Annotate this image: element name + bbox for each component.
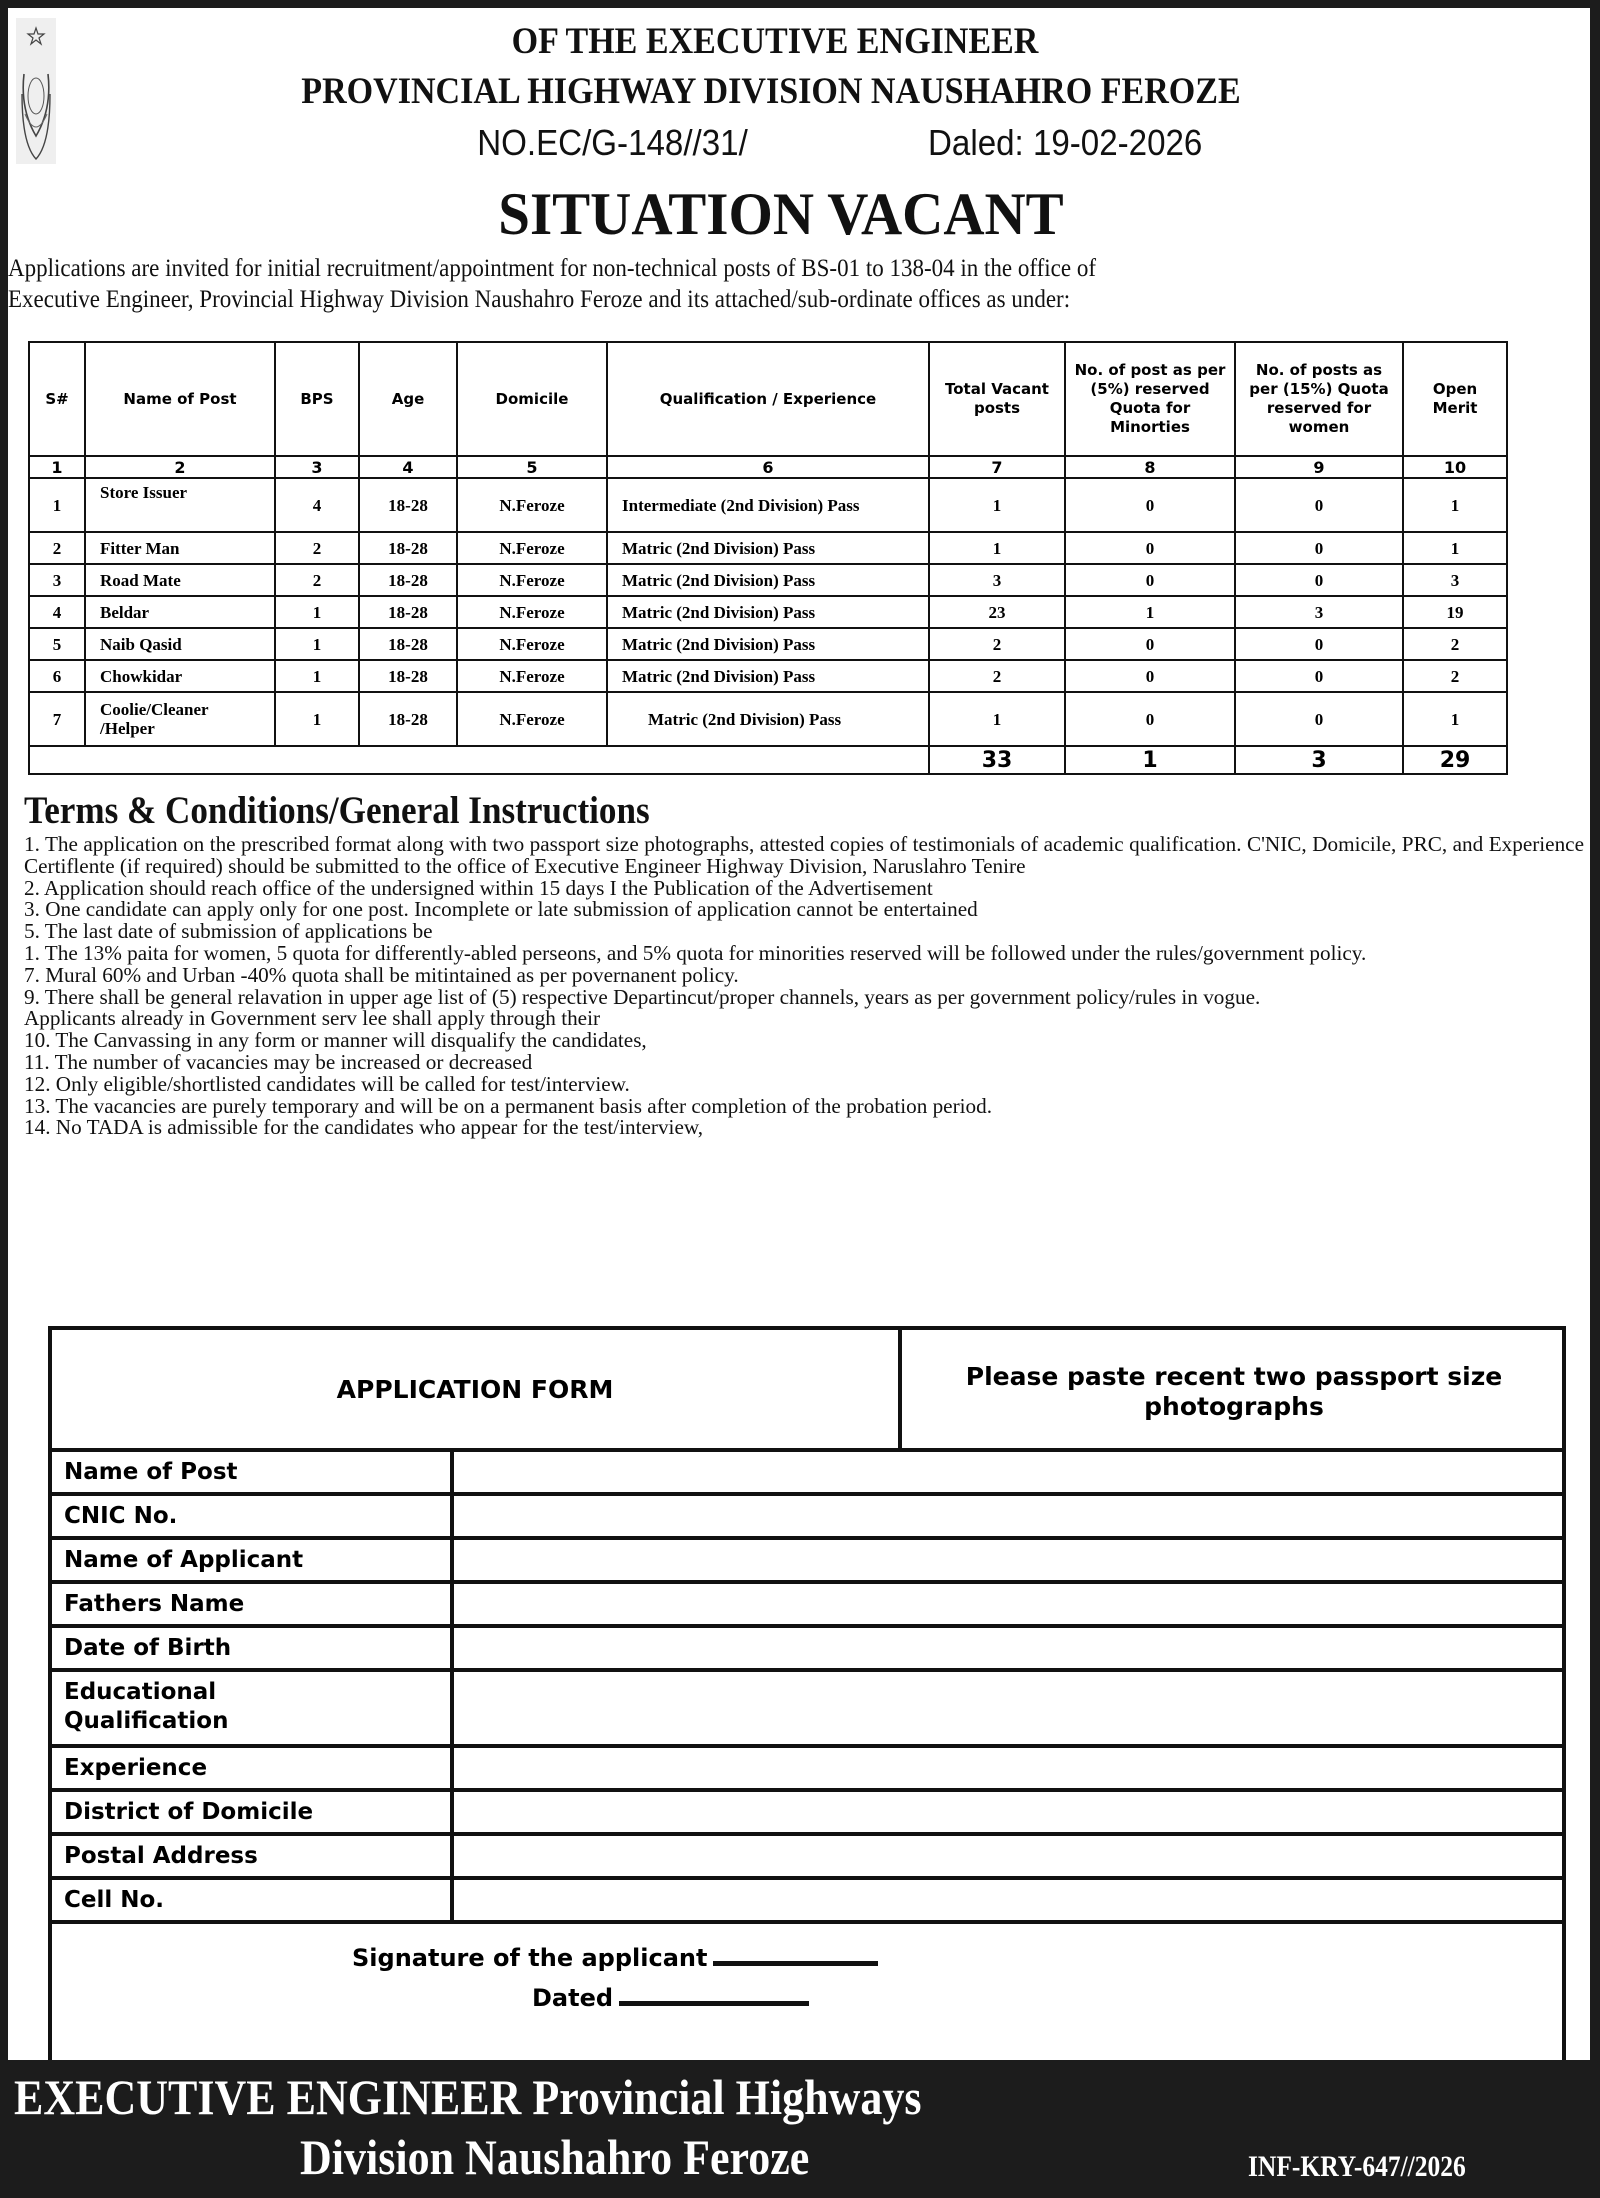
footer-division: Division Naushahro Feroze: [300, 2129, 810, 2185]
column-number: 7: [929, 456, 1065, 478]
field-label: Name of Applicant: [52, 1540, 454, 1580]
cell-women: 0: [1235, 532, 1403, 564]
cell-sn: 5: [29, 628, 85, 660]
cell-domicile: N.Feroze: [457, 564, 607, 596]
total-minorities: 1: [1065, 746, 1235, 774]
table-row: [29, 478, 1507, 532]
dated-line[interactable]: [532, 1984, 809, 2012]
form-header: [52, 1330, 1562, 1452]
terms-list: [24, 834, 1584, 1139]
cell-sn: 6: [29, 660, 85, 692]
column-number: 10: [1403, 456, 1507, 478]
cell-sn: 7: [29, 692, 85, 746]
cell-bps: 1: [275, 596, 359, 628]
page-title: SITUATION VACANT: [498, 181, 1064, 247]
column-number: 2: [85, 456, 275, 478]
cell-open-merit: 2: [1403, 628, 1507, 660]
signature-label: Signature of the applicant: [352, 1944, 708, 1972]
terms-item: 9. There shall be general relavation in upper age list of (5) respective Departincut/proper channels, years as per government policy/rules in vogue.: [24, 984, 1261, 1009]
advertisement-page: [8, 8, 1590, 2060]
cell-domicile: N.Feroze: [457, 660, 607, 692]
terms-item: 10. The Canvassing in any form or manner will disqualify the candidates,: [24, 1028, 647, 1053]
form-row-date-of-birth: [52, 1628, 1562, 1672]
cell-open-merit: 2: [1403, 660, 1507, 692]
cell-bps: 2: [275, 532, 359, 564]
cell-women: 0: [1235, 478, 1403, 532]
column-number: 4: [359, 456, 457, 478]
cell-no-field[interactable]: [458, 1880, 1562, 1920]
education-field[interactable]: [458, 1672, 1562, 1744]
column-header: Domicile: [457, 342, 607, 456]
cell-minorities: 0: [1065, 532, 1235, 564]
total-open-merit: 29: [1403, 746, 1507, 774]
header-office-line: OF THE EXECUTIVE ENGINEER: [511, 21, 1039, 62]
intro-line: Executive Engineer, Provincial Highway Division Naushahro Feroze and its attached/sub-ordinate offices as under:: [8, 286, 1071, 313]
cell-age: 18-28: [359, 564, 457, 596]
cell-qualification: Matric (2nd Division) Pass: [607, 692, 929, 746]
cell-age: 18-28: [359, 660, 457, 692]
cell-post: Naib Qasid: [85, 628, 275, 660]
terms-item: 11. The number of vacancies may be increased or decreased: [24, 1049, 533, 1074]
terms-item: 14. No TADA is admissible for the candidates who appear for the test/interview,: [24, 1115, 704, 1140]
header-division-line: PROVINCIAL HIGHWAY DIVISION NAUSHAHRO FEROZE: [301, 71, 1241, 112]
terms-item: 5. The last date of submission of applications be: [24, 919, 433, 944]
column-number: 5: [457, 456, 607, 478]
cell-open-merit: 1: [1403, 478, 1507, 532]
district-of-domicile-field[interactable]: [458, 1792, 1562, 1832]
cell-bps: 1: [275, 660, 359, 692]
cell-minorities: 0: [1065, 660, 1235, 692]
form-row-cnic: [52, 1496, 1562, 1540]
cell-total: 3: [929, 564, 1065, 596]
cell-bps: 4: [275, 478, 359, 532]
terms-item: 7. Mural 60% and Urban -40% quota shall be mitintained as per povernanent policy.: [24, 962, 739, 987]
cell-post: Coolie/Cleaner /Helper: [85, 692, 275, 746]
table-row: [29, 564, 1507, 596]
field-label: CNIC No.: [52, 1496, 454, 1536]
field-label: District of Domicile: [52, 1792, 454, 1832]
cell-total: 1: [929, 692, 1065, 746]
field-label: Experience: [52, 1748, 454, 1788]
terms-item: 2. Application should reach office of the undersigned within 15 days I the Publication of the Advertisement: [24, 875, 933, 900]
cell-post: Store Issuer: [85, 478, 275, 532]
totals-blank: [29, 746, 929, 774]
form-row: [52, 1748, 1562, 1792]
reference-date: Daled: 19-02-2026: [928, 122, 1203, 163]
terms-heading: Terms & Conditions/General Instructions: [24, 789, 650, 832]
form-row: [52, 1880, 1562, 1924]
cell-open-merit: 3: [1403, 564, 1507, 596]
intro-line: Applications are invited for initial recruitment/appointment for non-technical posts of BS-01 to 138-04 in the office of: [8, 255, 1096, 282]
cell-post: Beldar: [85, 596, 275, 628]
column-number: 6: [607, 456, 929, 478]
column-number: 3: [275, 456, 359, 478]
table-row: [29, 628, 1507, 660]
cell-bps: 2: [275, 564, 359, 596]
form-row-education: [52, 1672, 1562, 1748]
terms-item: Applicants already in Government serv lee shall apply through their: [24, 1006, 601, 1031]
cell-bps: 1: [275, 692, 359, 746]
reference-number: NO.EC/G-148//31/: [477, 122, 748, 163]
total-vacant: 33: [929, 746, 1065, 774]
cell-post: Chowkidar: [85, 660, 275, 692]
cell-age: 18-28: [359, 478, 457, 532]
column-header: No. of post as per (5%) reserved Quota for Minorties: [1065, 342, 1235, 456]
cell-qualification: Matric (2nd Division) Pass: [607, 628, 929, 660]
terms-item: 13. The vacancies are purely temporary and will be on a permanent basis after completion of the probation period.: [24, 1093, 993, 1118]
form-row-fathers-name: [52, 1584, 1562, 1628]
cell-minorities: 0: [1065, 478, 1235, 532]
cell-domicile: N.Feroze: [457, 478, 607, 532]
field-label: Date of Birth: [52, 1628, 454, 1668]
cell-open-merit: 1: [1403, 692, 1507, 746]
cell-women: 0: [1235, 564, 1403, 596]
cell-qualification: Matric (2nd Division) Pass: [607, 596, 929, 628]
cell-domicile: N.Feroze: [457, 596, 607, 628]
terms-item: 12. Only eligible/shortlisted candidates will be called for test/interview.: [24, 1071, 630, 1096]
table-row: [29, 596, 1507, 628]
form-row: [52, 1836, 1562, 1880]
applicant-name-field[interactable]: [458, 1540, 1562, 1580]
cell-age: 18-28: [359, 532, 457, 564]
cell-minorities: 0: [1065, 628, 1235, 660]
photo-box: [898, 1330, 1566, 1448]
cell-total: 23: [929, 596, 1065, 628]
cell-post: Road Mate: [85, 564, 275, 596]
terms-item: 1. The 13% paita for women, 5 quota for differently-abled perseons, and 5% quota for minorities reserved will be followed under the rules/government policy.: [24, 940, 1367, 965]
photo-note: Please paste recent two passport size photographs: [965, 1362, 1503, 1421]
dated-label: Dated: [532, 1984, 614, 2012]
cell-qualification: Matric (2nd Division) Pass: [607, 532, 929, 564]
form-title: APPLICATION FORM: [336, 1375, 614, 1404]
column-header: Open Merit: [1403, 342, 1507, 456]
cell-women: 0: [1235, 692, 1403, 746]
footer-authority: EXECUTIVE ENGINEER Provincial Highways: [14, 2069, 922, 2125]
experience-field[interactable]: [458, 1748, 1562, 1788]
table-row: [29, 660, 1507, 692]
column-header: Age: [359, 342, 457, 456]
cell-domicile: N.Feroze: [457, 692, 607, 746]
fathers-name-field[interactable]: [458, 1584, 1562, 1624]
form-row-name-of-post: [52, 1452, 1562, 1496]
total-women: 3: [1235, 746, 1403, 774]
cell-women: 0: [1235, 660, 1403, 692]
cell-sn: 4: [29, 596, 85, 628]
form-row-applicant-name: [52, 1540, 1562, 1584]
postal-address-field[interactable]: [458, 1836, 1562, 1876]
terms-item: 1. The application on the prescribed format along with two passport size photographs, attested copies of testimonials of academic qualification. C'NIC, Domicile, PRC, and Experience Certiflente (if required) should be submitted to the office of Executive Engineer Highway Division, Naruslahro Tenire: [24, 832, 1584, 878]
cell-post: Fitter Man: [85, 532, 275, 564]
footer-band: [0, 2060, 1600, 2198]
cell-age: 18-28: [359, 628, 457, 660]
cell-sn: 1: [29, 478, 85, 532]
footer-code: INF-KRY-647//2026: [1248, 2150, 1466, 2183]
cell-total: 1: [929, 532, 1065, 564]
cell-total: 1: [929, 478, 1065, 532]
dated-underline: [619, 2001, 809, 2006]
table-row: [29, 532, 1507, 564]
totals-row: [29, 746, 1507, 774]
cell-women: 3: [1235, 596, 1403, 628]
cell-sn: 2: [29, 532, 85, 564]
cnic-field[interactable]: [458, 1496, 1562, 1536]
column-header: Name of Post: [85, 342, 275, 456]
cell-age: 18-28: [359, 692, 457, 746]
column-header: Qualification / Experience: [607, 342, 929, 456]
signature-line[interactable]: [352, 1944, 878, 1972]
cell-domicile: N.Feroze: [457, 628, 607, 660]
terms-item: 3. One candidate can apply only for one post. Incomplete or late submission of application cannot be entertained: [24, 897, 978, 922]
name-of-post-field[interactable]: [458, 1452, 1562, 1492]
field-label: Cell No.: [52, 1880, 454, 1920]
column-header: S#: [29, 342, 85, 456]
cell-minorities: 1: [1065, 596, 1235, 628]
field-label: Fathers Name: [52, 1584, 454, 1624]
cell-sn: 3: [29, 564, 85, 596]
cell-total: 2: [929, 660, 1065, 692]
table-row: [29, 692, 1507, 746]
cell-open-merit: 1: [1403, 532, 1507, 564]
column-number-row: [29, 456, 1507, 478]
signature-block: [52, 1924, 1562, 2064]
cell-qualification: Matric (2nd Division) Pass: [607, 660, 929, 692]
cell-domicile: N.Feroze: [457, 532, 607, 564]
cell-total: 2: [929, 628, 1065, 660]
application-form: [48, 1326, 1566, 2078]
intro-paragraph: [8, 253, 1443, 315]
column-header: Total Vacant posts: [929, 342, 1065, 456]
cell-open-merit: 19: [1403, 596, 1507, 628]
column-number: 8: [1065, 456, 1235, 478]
cell-qualification: Matric (2nd Division) Pass: [607, 564, 929, 596]
table-header-row: [29, 342, 1507, 456]
column-header: BPS: [275, 342, 359, 456]
cell-women: 0: [1235, 628, 1403, 660]
field-label: Postal Address: [52, 1836, 454, 1876]
column-number: 1: [29, 456, 85, 478]
cell-age: 18-28: [359, 596, 457, 628]
column-number: 9: [1235, 456, 1403, 478]
cell-minorities: 0: [1065, 692, 1235, 746]
vacancy-table: [28, 341, 1508, 775]
form-row: [52, 1792, 1562, 1836]
field-label: Educational Qualification: [52, 1672, 454, 1744]
cell-bps: 1: [275, 628, 359, 660]
signature-underline: [713, 1961, 878, 1966]
cell-minorities: 0: [1065, 564, 1235, 596]
column-header: No. of posts as per (15%) Quota reserved for women: [1235, 342, 1403, 456]
cell-qualification: Intermediate (2nd Division) Pass: [607, 478, 929, 532]
field-label: Name of Post: [52, 1452, 454, 1492]
date-of-birth-field[interactable]: [458, 1628, 1562, 1668]
